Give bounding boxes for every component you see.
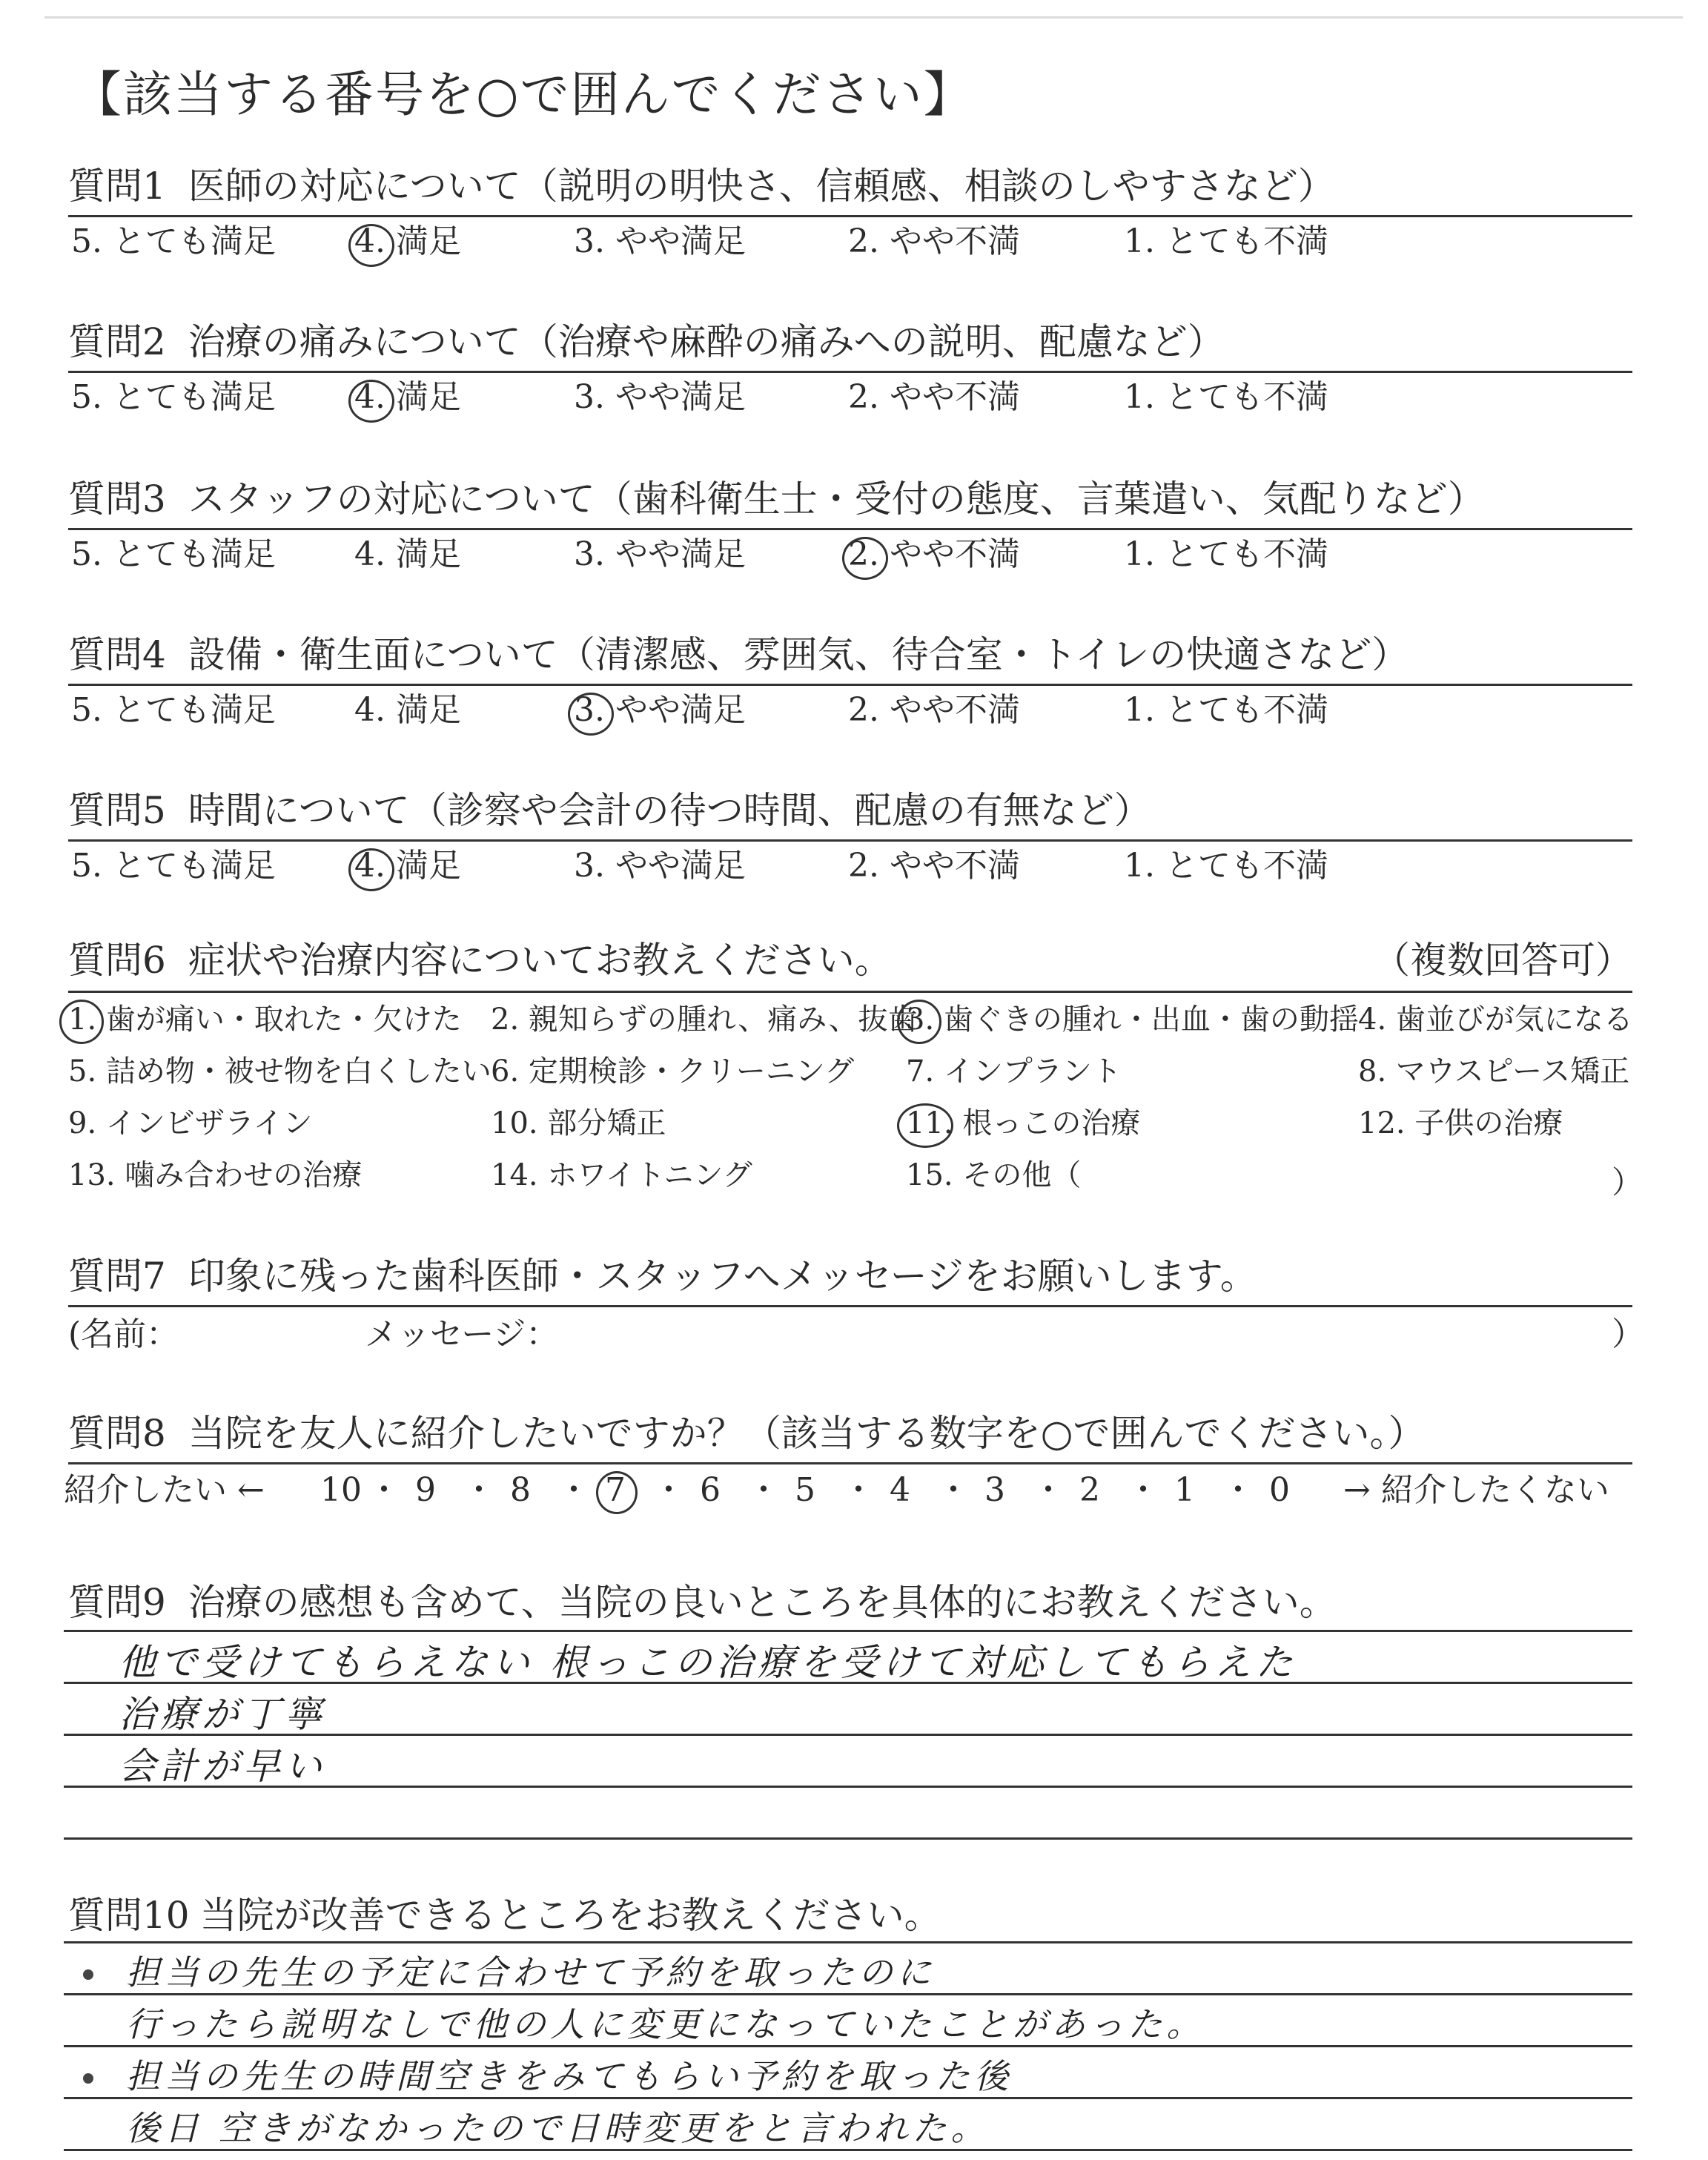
scale-value-label: 9 [415,1471,436,1509]
question-9 [68,1578,1632,1627]
rating-options [68,532,1632,577]
symptom-option-8[interactable] [1358,1050,1629,1093]
scale-value-7[interactable] [605,1468,626,1513]
message-label: メッセージ： [365,1315,559,1353]
symptom-option-label: 10. 部分矯正 [491,1106,666,1140]
rating-option-1[interactable] [1124,844,1328,888]
scale-separator: ・ [368,1471,400,1509]
question-text: 治療の感想も含めて、当院の良いところを具体的にお教えください。 [188,1581,1337,1624]
rating-option-2[interactable] [848,219,1020,264]
scale-separator: ・ [1127,1471,1159,1509]
rating-options [68,375,1632,420]
rating-option-label: 1. とても不満 [1124,222,1328,260]
selection-circle [568,693,614,736]
rating-options [68,844,1632,888]
scale-value-label: 1 [1174,1471,1195,1509]
selection-circle [897,1103,953,1148]
symptom-option-9[interactable] [68,1102,313,1145]
symptom-option-4[interactable] [1358,998,1633,1041]
handwritten-answer: 治療が丁寧 [119,1693,326,1736]
other-close-paren: ） [1612,1164,1644,1200]
rating-option-label: 3. やや満足 [574,378,746,416]
rating-option-label: 4. 満足 [354,222,461,260]
question-text: 時間について（診察や会計の待つ時間、配慮の有無など） [188,789,1151,832]
question-text: 治療の痛みについて（治療や麻酔の痛みへの説明、配慮など） [188,320,1225,363]
question-number: 質問7 [68,1255,166,1298]
page-title: 【該当する番号を○で囲んでください】 [73,66,974,123]
rating-option-label: 5. とても満足 [71,535,276,573]
symptom-option-label: 7. インプラント [906,1054,1122,1089]
rating-option-4[interactable] [354,375,461,420]
scale-value-10[interactable] [320,1468,362,1513]
rating-option-label: 4. 満足 [354,378,461,416]
scale-value-label: 2 [1079,1471,1100,1509]
scale-separator: ・ [1032,1471,1065,1509]
scale-value-4[interactable] [890,1468,910,1513]
rating-option-4[interactable] [354,688,461,733]
rating-option-5[interactable] [71,688,276,733]
symptom-option-14[interactable] [491,1154,752,1197]
scale-separator: ・ [747,1471,780,1509]
question-4 [68,630,1632,729]
selection-circle [897,1000,941,1044]
rating-option-4[interactable] [354,844,461,888]
scale-value-1[interactable] [1174,1468,1195,1513]
rating-option-3[interactable] [574,219,746,264]
question-number: 質問4 [68,633,166,676]
question-5 [68,786,1632,885]
question-3 [68,475,1632,573]
answer-rule [64,1630,1632,1632]
symptom-option-label: 12. 子供の治療 [1358,1106,1563,1140]
scale-separator: ・ [937,1471,970,1509]
handwritten-answer: 担当の先生の予定に合わせて予約を取ったのに [126,1952,936,1992]
rating-option-4[interactable] [354,219,461,264]
symptom-option-label: 3. 歯ぐきの腫れ・出血・歯の動揺 [906,1003,1359,1037]
rating-option-label: 3. やや満足 [574,847,746,885]
symptom-option-5[interactable] [68,1050,491,1093]
rating-option-label: 3. やや満足 [574,691,746,729]
symptom-option-1[interactable] [68,998,462,1041]
handwritten-bullet [83,2073,93,2084]
scale-value-label: 3 [984,1471,1005,1509]
symptom-option-2[interactable] [491,998,918,1041]
question-number: 質問3 [68,478,166,521]
symptom-option-label: 2. 親知らずの腫れ、痛み、抜歯 [491,1003,918,1037]
rating-option-label: 4. 満足 [354,691,461,729]
symptom-option-7[interactable] [906,1050,1122,1093]
question-number: 質問5 [68,789,166,832]
scale-right-label: → 紹介したくない [1343,1471,1609,1509]
scale-separator: ・ [842,1471,875,1509]
scale-separator: ・ [1222,1471,1254,1509]
question-text: 医師の対応について（説明の明快さ、信頼感、相談のしやすさなど） [188,165,1335,208]
symptom-option-13[interactable] [68,1154,362,1197]
rating-option-2[interactable] [848,532,1020,577]
rating-option-2[interactable] [848,688,1020,733]
scale-value-label: 4 [890,1471,910,1509]
scale-value-6[interactable] [700,1468,721,1513]
symptom-option-label: 14. ホワイトニング [491,1158,752,1192]
symptom-option-label: 4. 歯並びが気になる [1358,1003,1633,1037]
question-rule [68,215,1632,217]
name-label: (名前： [68,1315,179,1353]
question-number: 質問10 [68,1894,190,1937]
question-2 [68,317,1632,416]
symptom-option-label: 1. 歯が痛い・取れた・欠けた [68,1003,462,1037]
symptom-option-12[interactable] [1358,1102,1563,1145]
rating-option-5[interactable] [71,219,276,264]
question-7 [68,1252,1644,1353]
rating-option-1[interactable] [1124,219,1328,264]
scale-value-9[interactable] [415,1468,436,1513]
selection-circle [348,224,394,267]
question-text: 当院を友人に紹介したいですか？（該当する数字を○で囲んでください。） [188,1412,1426,1455]
question-text: スタッフの対応について（歯科衛生士・受付の態度、言葉遣い、気配りなど） [188,478,1485,521]
selection-circle [596,1471,638,1514]
rating-option-label: 1. とても不満 [1124,847,1328,885]
question-rule [68,684,1632,686]
rating-option-label: 3. やや満足 [574,222,746,260]
scale-value-5[interactable] [795,1468,815,1513]
rating-option-label: 2. やや不満 [848,222,1020,260]
question-rule [68,839,1632,842]
symptom-option-label: 8. マウスピース矯正 [1358,1054,1630,1089]
question-number: 質問9 [68,1581,166,1624]
selection-circle [348,380,394,423]
rating-option-label: 1. とても不満 [1124,691,1328,729]
question-rule [68,1305,1632,1307]
rating-option-2[interactable] [848,844,1020,888]
rating-option-1[interactable] [1124,532,1328,577]
rating-option-label: 3. やや満足 [574,535,746,573]
handwritten-answer: 担当の先生の時間空きをみてもらい予約を取った後 [126,2056,1013,2096]
rating-option-3[interactable] [574,532,746,577]
answer-rule [64,1837,1632,1840]
question-1 [68,162,1632,260]
rating-option-3[interactable] [574,375,746,420]
question-text: 症状や治療内容についてお教えください。 [188,939,892,982]
scale-value-label: 10 [320,1471,362,1509]
handwritten-answer: 後日 空きがなかったので日時変更をと言われた。 [126,2108,990,2148]
question-text: 設備・衛生面について（清潔感、雰囲気、待合室・トイレの快適さなど） [188,633,1409,676]
message-close-paren: ） [1612,1315,1644,1353]
symptom-option-11[interactable] [906,1102,1140,1145]
question-10 [68,1891,1632,1940]
scale-value-2[interactable] [1079,1468,1100,1513]
rating-option-3[interactable] [574,688,746,733]
question-rule [68,991,1632,993]
symptom-option-6[interactable] [491,1050,854,1093]
rating-option-label: 2. やや不満 [848,691,1020,729]
question-text: 印象に残った歯科医師・スタッフへメッセージをお願いします。 [188,1255,1257,1298]
selection-circle [59,1000,104,1044]
rating-option-label: 2. やや不満 [848,378,1020,416]
rating-option-label: 5. とても満足 [71,847,276,885]
rating-option-label: 5. とても満足 [71,378,276,416]
selection-circle [842,537,888,580]
handwritten-answer: 会計が早い [119,1745,326,1788]
rating-option-1[interactable] [1124,688,1328,733]
scale-value-label: 0 [1269,1471,1290,1509]
symptom-option-label: 15. その他（ [906,1158,1082,1192]
scale-separator: ・ [652,1471,685,1509]
top-border [44,16,1683,19]
answer-rule [64,1941,1632,1943]
symptom-option-15[interactable] [906,1154,1081,1197]
question-6 [68,936,1644,1200]
rating-options [68,688,1632,733]
rating-option-label: 5. とても満足 [71,222,276,260]
symptom-option-label: 13. 噛み合わせの治療 [68,1158,363,1192]
symptom-option-label: 11. 根っこの治療 [906,1106,1141,1140]
question-number: 質問1 [68,165,166,208]
scale-separator: ・ [463,1471,495,1509]
question-number: 質問2 [68,320,166,363]
symptom-option-label: 5. 詰め物・被せ物を白くしたい [68,1054,491,1089]
handwritten-bullet [83,1969,93,1980]
rating-option-label: 2. やや不満 [848,535,1020,573]
question-text: 当院が改善できるところをお教えください。 [199,1894,941,1937]
scale-value-0[interactable] [1269,1468,1290,1513]
scale-value-label: 8 [510,1471,531,1509]
question-rule [68,528,1632,530]
scale-value-label: 7 [605,1471,626,1509]
rating-options [68,219,1632,264]
rating-option-label: 2. やや不満 [848,847,1020,885]
scale-left-label: 紹介したい ← [64,1471,265,1509]
selection-circle [348,848,394,891]
rating-option-3[interactable] [574,844,746,888]
scale-separator: ・ [557,1471,590,1509]
symptom-option-10[interactable] [491,1102,666,1145]
scale-value-label: 5 [795,1471,815,1509]
rating-option-label: 4. 満足 [354,847,461,885]
rating-option-5[interactable] [71,375,276,420]
symptom-option-label: 9. インビザライン [68,1106,313,1140]
multiple-answer-note: （複数回答可） [1373,939,1632,982]
rating-option-4[interactable] [354,532,461,577]
rating-option-label: 1. とても不満 [1124,535,1328,573]
rating-option-label: 4. 満足 [354,535,461,573]
scale-value-3[interactable] [984,1468,1005,1513]
rating-option-5[interactable] [71,532,276,577]
question-8 [64,1409,1632,1509]
scale-value-label: 6 [700,1471,721,1509]
question-number: 質問8 [68,1412,166,1455]
question-rule [68,371,1632,373]
rating-option-5[interactable] [71,844,276,888]
handwritten-answer: 他で受けてもらえない 根っこの治療を受けて対応してもらえた [119,1641,1297,1684]
rating-option-1[interactable] [1124,375,1328,420]
question-number: 質問6 [68,939,166,982]
handwritten-answer: 行ったら説明なしで他の人に変更になっていたことがあった。 [126,2004,1205,2044]
symptom-option-3[interactable] [906,998,1359,1041]
symptom-option-label: 6. 定期検診・クリーニング [491,1054,855,1089]
rating-option-label: 5. とても満足 [71,691,276,729]
rating-option-label: 1. とても不満 [1124,378,1328,416]
rating-option-2[interactable] [848,375,1020,420]
scale-value-8[interactable] [510,1468,531,1513]
question-rule [68,1462,1632,1464]
